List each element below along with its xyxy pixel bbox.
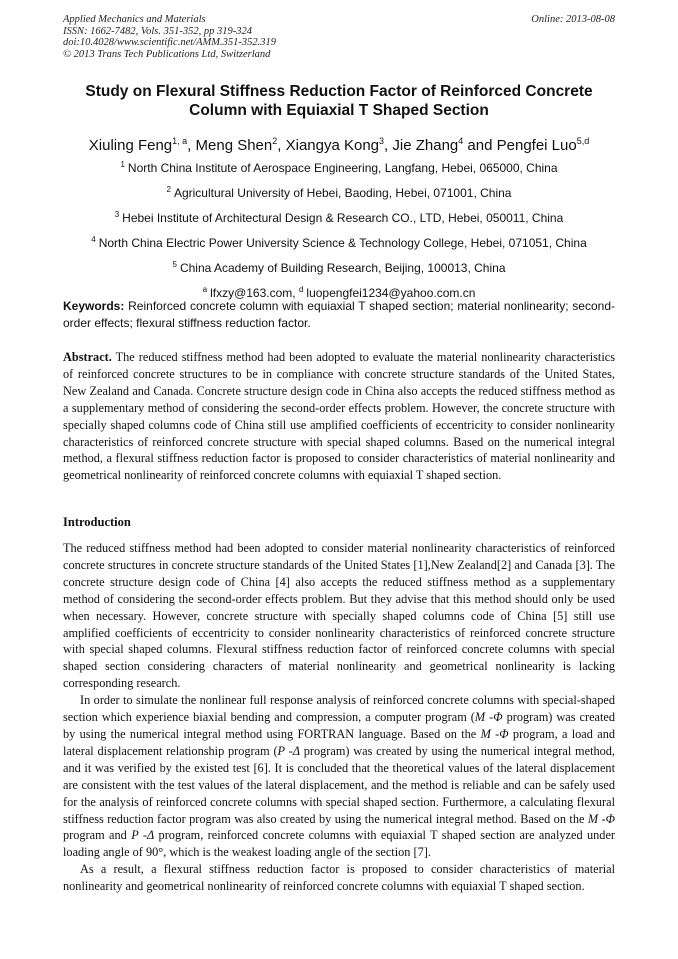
affiliation-5 <box>40 254 638 279</box>
journal-header <box>63 14 615 60</box>
affiliation-text: Hebei Institute of Architectural Design & Research CO., LTD, Hebei, 050011, China <box>122 211 564 225</box>
p-delta-symbol: P -Δ <box>277 743 300 758</box>
author-3: Xiangya Kong <box>285 137 380 154</box>
online-date: Online: 2013-08-08 <box>531 14 615 25</box>
journal-name: Applied Mechanics and Materials <box>63 14 206 25</box>
copyright-line: © 2013 Trans Tech Publications Ltd, Switzerland <box>63 48 271 60</box>
email-d-sup: d <box>298 285 304 294</box>
keywords-text: Reinforced concrete column with equiaxial T shaped section; material nonlinearity; second-order effects; flexural stiffness reduction factor. <box>63 299 615 330</box>
author-sep: , <box>384 137 393 154</box>
affiliation-text: North China Electric Power University Science & Technology College, Hebei, 071051, China <box>98 236 587 250</box>
abstract-label: Abstract. <box>63 350 112 364</box>
email-a-sup: a <box>202 285 208 294</box>
intro-paragraph-2 <box>63 692 615 861</box>
keywords <box>63 298 615 331</box>
affiliation-text: China Academy of Building Research, Beijing, 100013, China <box>179 261 506 275</box>
keywords-label: Keywords: <box>63 299 125 313</box>
introduction-heading: Introduction <box>63 515 131 529</box>
m-phi-symbol: M -Φ <box>474 710 503 725</box>
doi-line: doi:10.4028/www.scientific.net/AMM.351-352.319 <box>63 37 276 48</box>
author-5: Pengfei Luo <box>496 137 577 154</box>
author-1: Xiuling Feng <box>88 137 173 154</box>
text-run: program) was created by using the numerical integral method, and it was verified by the existed test [6]. It is concluded that the theoretical values of the lateral displacement are consistent with the test values of the lateral displacement, and the method is reliable and can be safely used for the analysis of reinforced concrete columns with special shaped section. Furthermore, a calculating flexural stiffness reduction factor program was also created by using the numerical integral method. Based on the <box>63 743 615 826</box>
affiliation-text: North China Institute of Aerospace Engineering, Langfang, Hebei, 065000, China <box>127 161 558 175</box>
email-a[interactable]: lfxzy@163.com <box>210 286 293 300</box>
author-1-sup: 1, a <box>172 136 188 146</box>
m-phi-symbol: M -Φ <box>587 811 615 826</box>
text-run: In order to simulate the nonlinear full response analysis of reinforced concrete columns with special-shaped section which experience biaxial bending and compression, a computer program ( <box>63 693 615 725</box>
introduction-body <box>63 540 615 895</box>
email-line: $^a$ lfxzy@163.com, $^d$ luopengfei1234@yahoo.com.cn <box>202 285 476 300</box>
affiliation-text: Agricultural University of Hebei, Baoding, Hebei, 071001, China <box>173 186 512 200</box>
affiliation-sup: 3 <box>114 210 120 219</box>
author-4-sup: 4 <box>458 136 464 146</box>
author-4: Jie Zhang <box>392 137 459 154</box>
affiliation-3 <box>40 204 638 229</box>
m-phi-symbol: M -Φ <box>480 726 509 741</box>
intro-paragraph-3: As a result, a flexural stiffness reduction factor is proposed to consider characteristics of material nonlinearity and geometrical nonlinearity of reinforced concrete columns with equiaxial T shaped section. <box>63 862 615 894</box>
author-2-sup: 2 <box>272 136 278 146</box>
text-run: program) was created by using the numerical integral method using FORTRAN language. Based on the <box>63 710 616 741</box>
intro-paragraph-1: The reduced stiffness method had been adopted to consider material nonlinearity characteristics of reinforced concrete structures in concrete structure standards of the United States [1],New Zealand[2] and Canada [3]. The concrete structure design code of China [4] also accepts the reduced stiffness method as a supplementary method of considering the second-order effects problem. But they advise that this method should only be used when necessary. However, concrete structure with specially shaped columns code of China [5] still use amplified coefficients of eccentricity to consider nonlinearity characteristics of reinforced concrete structure with special shaped columns. Flexural stiffness reduction factor of reinforced concrete columns with special shaped section considering characters of material nonlinearity and geometrical nonlinearity is lacking corresponding research. <box>63 541 615 691</box>
author-list <box>40 131 638 156</box>
author-5-sup: 5,d <box>576 136 590 146</box>
text-run: program, reinforced concrete columns with equiaxial T shaped section are analyzed under loading angle of 90°, which is the weakest loading angle of the section [7]. <box>63 828 615 860</box>
author-sep: and <box>463 137 497 154</box>
affiliation-sup: 1 <box>120 160 125 169</box>
affiliation-sup: 5 <box>172 260 177 269</box>
email-d[interactable]: luopengfei1234@yahoo.com.cn <box>306 286 476 300</box>
affiliation-sup: 4 <box>91 235 96 244</box>
issn-line: ISSN: 1662-7482, Vols. 351-352, pp 319-324 <box>63 25 252 37</box>
affiliation-sup: 2 <box>166 185 171 194</box>
p-delta-symbol: P -Δ <box>131 828 155 843</box>
affiliation-4 <box>40 229 638 254</box>
author-3-sup: 3 <box>379 136 385 146</box>
text-run: program, a load and lateral displacement relationship program ( <box>63 726 615 758</box>
paper-title: Study on Flexural Stiffness Reduction Factor of Reinforced Concrete Column with Equiaxial T Shaped Section <box>85 83 593 119</box>
affiliation-list <box>40 154 638 304</box>
affiliation-2 <box>40 179 638 204</box>
text-run: program and <box>63 828 132 843</box>
abstract-text: The reduced stiffness method had been adopted to evaluate the material nonlinearity characteristics of reinforced concrete structures to be in compliance with concrete structure standards of the United States, New Zealand and Canada. Concrete structure design code in China also accepts the reduced stiffness method as a supplementary method of considering the second-order effects problem. However, the concrete structure with specially shaped columns code of China still use amplified coefficients of eccentricity to consider nonlinearity characteristics of reinforced concrete structure with special shaped columns. Based on the numerical integral method, a flexural stiffness reduction factor is proposed to consider characteristics of material nonlinearity and geometrical nonlinearity of reinforced concrete columns with equiaxial T shaped section. <box>63 350 615 483</box>
affiliation-1 <box>40 154 638 179</box>
author-2: Meng Shen <box>195 137 273 154</box>
author-sep: , <box>277 137 286 154</box>
author-sep: , <box>187 137 196 154</box>
abstract <box>63 349 615 484</box>
